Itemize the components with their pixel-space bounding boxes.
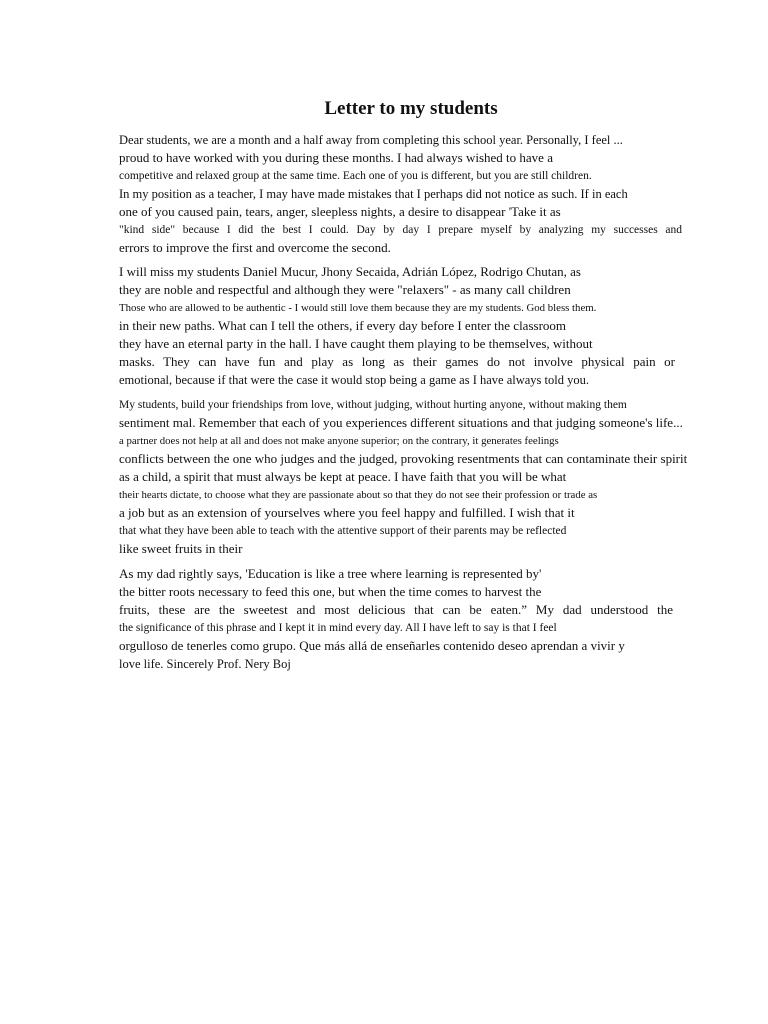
paragraph-line: fruits, these are the sweetest and most delicious that can be eaten.” My dad understood the: [119, 602, 673, 617]
paragraph-line: they are noble and respectful and although they were "relaxers" - as many call children: [119, 282, 571, 297]
paragraph-line: Those who are allowed to be authentic - I would still love them because they are my students. God bless them.: [119, 302, 597, 314]
paragraph-line: that what they have been able to teach with the attentive support of their parents may be reflected: [119, 525, 567, 537]
paragraph-line: My students, build your friendships from love, without judging, without hurting anyone, without making them: [119, 399, 627, 411]
paragraph-line: errors to improve the first and overcome the second.: [119, 240, 391, 255]
paragraph-line: orgulloso de tenerles como grupo. Que más allá de enseñarles contenido deseo aprendan a vivir y: [119, 638, 625, 653]
paragraph-4: [119, 565, 740, 673]
paragraph-line: conflicts between the one who judges and the judged, provoking resentments that can contaminate their spirit: [119, 451, 688, 466]
paragraph-line: as a child, a spirit that must always be kept at peace. I have faith that you will be what: [119, 469, 567, 484]
paragraph-line: competitive and relaxed group at the same time. Each one of you is different, but you are still children.: [119, 170, 592, 182]
paragraph-line: masks. They can have fun and play as long as their games do not involve physical pain or: [119, 354, 675, 369]
paragraph-line: the bitter roots necessary to feed this one, but when the time comes to harvest the: [119, 584, 542, 599]
paragraph-line: a partner does not help at all and does not make anyone superior; on the contrary, it generates feelings: [119, 435, 559, 447]
paragraph-line: sentiment mal. Remember that each of you experiences different situations and that judging someone's life...: [119, 415, 683, 430]
paragraph-line: "kind side" because I did the best I could. Day by day I prepare myself by analyzing my successes and: [119, 224, 682, 236]
paragraph-line: I will miss my students Daniel Mucur, Jhony Secaida, Adrián López, Rodrigo Chutan, as: [119, 264, 581, 279]
letter-title: Letter to my students: [324, 98, 498, 119]
paragraph-1: [119, 131, 740, 257]
paragraph-line: their hearts dictate, to choose what they are passionate about so that they do not see their profession or trade as: [119, 489, 598, 501]
paragraph-3: [119, 396, 740, 558]
paragraph-line: one of you caused pain, tears, anger, sleepless nights, a desire to disappear 'Take it as: [119, 204, 561, 219]
paragraph-line: emotional, because if that were the case it would stop being a game as I have always told you.: [119, 373, 589, 387]
paragraph-line: a job but as an extension of yourselves where you feel happy and fulfilled. I wish that it: [119, 505, 575, 520]
paragraph-line: they have an eternal party in the hall. I have caught them playing to be themselves, without: [119, 336, 593, 351]
paragraph-2: [119, 263, 740, 389]
paragraph-line: love life. Sincerely Prof. Nery Boj: [119, 657, 291, 671]
paragraph-line: like sweet fruits in their: [119, 541, 243, 556]
paragraph-line: in their new paths. What can I tell the others, if every day before I enter the classroom: [119, 318, 567, 333]
paragraph-line: In my position as a teacher, I may have made mistakes that I perhaps did not notice as such. If in each: [119, 187, 628, 201]
paragraph-line: the significance of this phrase and I kept it in mind every day. All I have left to say is that I feel: [119, 622, 557, 634]
paragraph-line: Dear students, we are a month and a half away from completing this school year. Personally, I feel ...: [119, 133, 623, 147]
paragraph-line: As my dad rightly says, 'Education is like a tree where learning is represented by': [119, 566, 542, 581]
paragraph-line: proud to have worked with you during these months. I had always wished to have a: [119, 150, 553, 165]
